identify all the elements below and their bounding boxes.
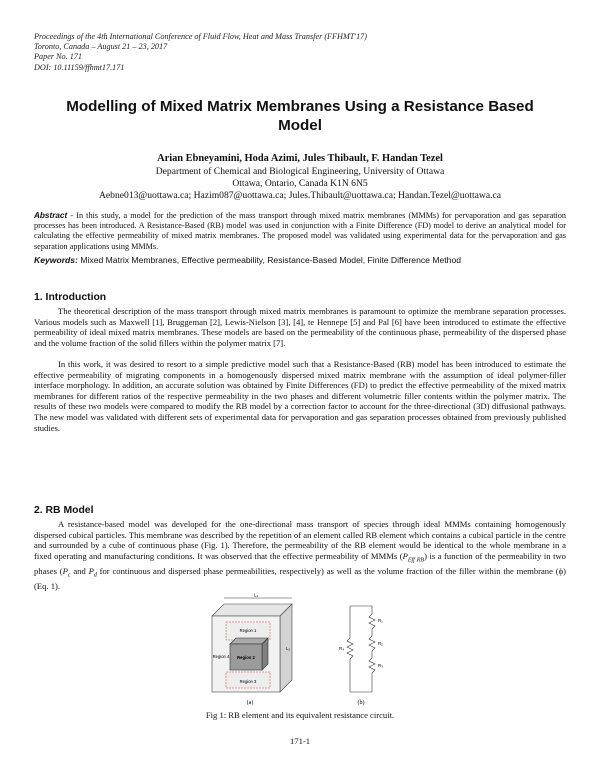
- label-l2: L₂: [286, 646, 291, 651]
- resistor-r4: [347, 638, 353, 659]
- cube-top-face: [212, 604, 292, 616]
- intro-paragraph-1: The theoretical description of the mass transport through mixed matrix membranes is paramount to optimize the membrane separation processes. Various models such as Maxwell [1], Bruggeman [2], Lewis-Nielson [3], [4], te Hennepe [5] and Pal [6] have been introduced to estimate the effective permeability of ideal mixed matrix membranes. These models are based on the permeability of the continuous phase, permeability of the dispersed phase and the volume fraction of the solid fillers within the polymer matrix [7].: [34, 306, 566, 348]
- label-r3: R₃: [378, 663, 384, 668]
- label-b: (b): [357, 700, 365, 706]
- paper-title: Modelling of Mixed Matrix Membranes Using a Resistance Based Model: [66, 98, 534, 134]
- intro-paragraph-2: In this work, it was desired to resort to a simple predictive model such that a Resistance-Based (RB) model has been introduced to estimate the effective permeability of migrating components in a homogenously dispersed mixed matrix membrane with the assumption of ideal polymer-filler interface morphology. In addition, an accurate solution was obtained by Finite Differences (FD) to predict the effective permeability of the mixed matrix membranes for different ratios of the respective permeability in the two phases and different volumetric filler contents within the polymer matrix. The results of these two models were compared to modify the RB model by a correction factor to account for the three-directional (3D) diffusional pathways. The new model was validated with different sets of experimental data for pervaporation and gas separation processes obtained from previously published studies.: [34, 359, 566, 433]
- rb-model-paragraph: [34, 519, 566, 592]
- pc-symbol: P: [62, 566, 68, 577]
- pc-subscript: c: [67, 572, 71, 579]
- resistor-r2: [369, 636, 375, 651]
- page-number: 171-1: [289, 736, 311, 746]
- proceedings-header: [34, 32, 367, 73]
- particle-top-face: [230, 638, 268, 644]
- keywords-label: Keywords:: [34, 255, 78, 265]
- figure-caption: Fig 1: RB element and its equivalent resistance circuit.: [205, 710, 395, 720]
- resistance-circuit: [347, 606, 375, 692]
- resistor-r3: [369, 658, 375, 673]
- label-r2: R₂: [378, 641, 383, 646]
- affiliation-address: Ottawa, Ontario, Canada K1N 6N5: [232, 178, 368, 190]
- pd-symbol: P: [88, 566, 94, 577]
- particle-side-face: [262, 638, 268, 670]
- label-region-1: Region 1: [239, 628, 257, 633]
- authors: Arian Ebneyamini, Hoda Azimi, Jules Thibault, F. Handan Tezel: [157, 153, 443, 164]
- figure-rb-element: [200, 592, 408, 710]
- rb-text-a: A resistance-based model was developed for the one-directional mass transport of species through ideal MMMs containing homogenously dispersed cubical particles. This membrane was described by the repetition of an element called RB element which contains a cubical particle in the centre and surrounded by a cube of continuous phase (Fig. 1). Therefore, the permeability of the RB element would be identical to the whole membrane in a fixed operating and manufacturing conditions. It was observed that the effective permeability of MMMs (: [34, 519, 566, 561]
- abstract-text: - In this study, a model for the prediction of the mass transport through mixed matrix membranes (MMMs) for pervaporation and gas separation processes has been introduced. A Resistance-Based (RB) model was used in conjunction with a Finite Difference (FD) model to derive an analytical model for calculating the effective permeability of mixed matrix membranes. The proposed model was validated using experimental data for the pervaporation and gas separation applications using MMMs.: [34, 211, 566, 251]
- cube-diagram: [212, 593, 292, 707]
- proceedings-title: Proceedings of the 4th International Conference of Fluid Flow, Heat and Mass Transfer (FFHMT'17): [34, 32, 368, 41]
- affiliation-block: [0, 166, 600, 203]
- resistor-r1: [369, 614, 375, 629]
- keywords: [34, 255, 566, 265]
- section-heading-introduction: 1. Introduction: [34, 292, 107, 303]
- author-emails: Aebne013@uottawa.ca; Hazim087@uottawa.ca; Jules.Thibault@uottawa.ca; Handan.Tezel@uottawa.ca: [98, 190, 501, 202]
- section-heading-rb-model: 2. RB Model: [34, 505, 94, 516]
- keywords-text: Mixed Matrix Membranes, Effective permeability, Resistance-Based Model, Finite Difference Method: [77, 255, 461, 265]
- label-r4: R₄: [339, 646, 345, 651]
- peff-subscript: Eff RB: [407, 557, 425, 564]
- rb-text-b: ) is a function of the permeability in two phases (: [34, 550, 566, 577]
- rb-text-d: for continuous and dispersed phase permeabilities, respectively) as well as the volume fraction of the filler within the membrane (ϕ) (Eq. 1).: [34, 566, 566, 592]
- label-a: (a): [246, 700, 254, 706]
- rb-text-c: and: [70, 566, 89, 577]
- abstract-label: Abstract: [34, 211, 68, 220]
- label-region-4: Region 4: [212, 654, 230, 659]
- label-l1: L₁: [253, 592, 259, 598]
- doi: DOI: 10.11159/ffhmt17.171: [34, 62, 125, 72]
- label-region-2: Region 2: [237, 655, 255, 660]
- conference-location: Toronto, Canada – August 21 – 23, 2017: [34, 42, 168, 52]
- abstract: [34, 211, 566, 252]
- label-r1: R₁: [378, 618, 383, 623]
- pd-subscript: d: [93, 572, 97, 579]
- label-region-3: Region 3: [239, 679, 257, 684]
- affiliation-department: Department of Chemical and Biological Engineering, University of Ottawa: [155, 166, 445, 177]
- paper-number: Paper No. 171: [34, 52, 82, 62]
- peff-symbol: P: [402, 550, 408, 561]
